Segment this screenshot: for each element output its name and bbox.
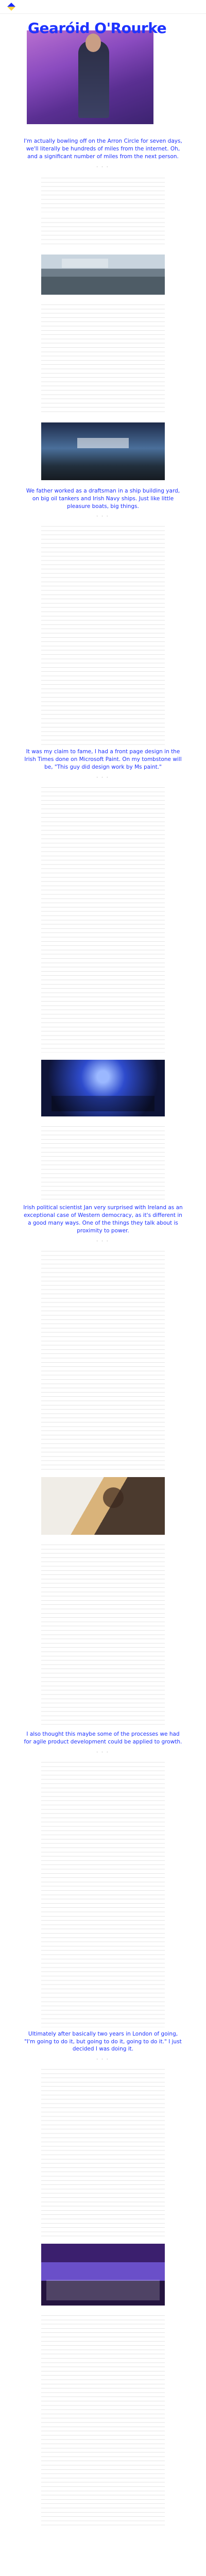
interview-answer <box>41 302 165 415</box>
divider-dots: • • • <box>96 1751 110 1754</box>
crowd-photo <box>41 2244 165 2306</box>
audience <box>52 1096 154 1111</box>
pull-quote-2: We father worked as a draftsman in a ship building yard, on big oil tankers and Irish Navy ships. Just like little pleasure boats, big things. <box>26 487 180 510</box>
interview-answer <box>41 1124 165 1201</box>
photo-detail <box>62 259 108 268</box>
article-body-2 <box>41 302 165 415</box>
workshop-photo <box>41 1477 165 1535</box>
pull-quote-1: I'm actually bowling off on the Arron Circle for seven days, we'll literally be hundreds of miles from the internet. Oh, and a significant number of miles from the next person. <box>24 138 182 160</box>
mountain-photo <box>41 422 165 480</box>
pull-quote-6: Ultimately after basically two years in London of going, "I'm going to do it, but going to do it, going to do it." I just decided I was doing it. <box>24 2030 182 2053</box>
harbour-photo <box>41 255 165 295</box>
article-body-4 <box>41 785 165 1053</box>
interview-answer <box>41 1542 165 1727</box>
pull-quote-3: It was my claim to fame, I had a front page design in the Irish Times done on Microsoft Paint. On my tombstone will be, "This guy did design work by Ms paint." <box>24 749 182 771</box>
article-body-3 <box>41 523 165 745</box>
article-body-6 <box>41 1248 165 1470</box>
divider-dots: • • • <box>96 165 110 169</box>
divider-dots: • • • <box>96 2058 110 2062</box>
pull-quote-5: I also thought this maybe some of the processes we had for agile product development could be applied to growth. <box>24 1731 182 1745</box>
snow-peak <box>77 438 129 448</box>
audience <box>46 2280 160 2300</box>
logo-icon[interactable] <box>7 3 15 11</box>
interview-answer <box>41 215 165 247</box>
divider-dots: • • • <box>96 1240 110 1243</box>
divider-dots: • • • <box>96 515 110 519</box>
article-body-5 <box>41 1124 165 1201</box>
article-body-10 <box>41 2313 165 2529</box>
interview-answer <box>41 2313 165 2529</box>
interview-answer <box>41 175 165 212</box>
hero-photo <box>27 30 153 124</box>
person-head <box>103 1487 124 1508</box>
article-body-8 <box>41 1759 165 2027</box>
pull-quote-4: Irish political scientist Jan very surprised with Ireland as an exceptional case of Western democracy, as it's different in a good many ways. One of the things they talk about is proximity to power. <box>23 1205 183 1234</box>
interview-answer <box>41 1759 165 2027</box>
interview-answer <box>41 785 165 1053</box>
top-bar <box>0 0 206 14</box>
portrait-body <box>78 41 109 118</box>
page-title: Gearóid O'Rourke <box>28 20 167 37</box>
interview-answer <box>41 1248 165 1470</box>
article-body-9 <box>41 2066 165 2236</box>
stage-photo <box>41 1060 165 1116</box>
divider-dots: • • • <box>96 776 110 780</box>
interview-answer <box>41 523 165 745</box>
article-body-1 <box>41 175 165 247</box>
article-body-7 <box>41 1542 165 1727</box>
interview-answer <box>41 2066 165 2236</box>
